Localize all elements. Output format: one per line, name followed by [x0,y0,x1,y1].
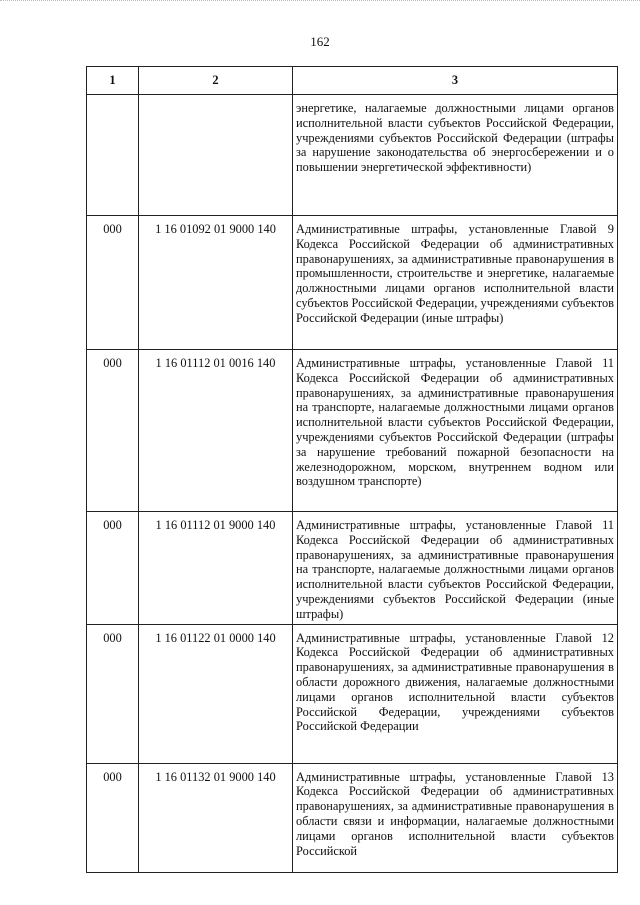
description-cell: Административные штрафы, установленные Главой 11 Кодекса Российской Федерации об административных правонарушениях, за административные правонарушения на транспорте, налагаемые должностными лицами органов исполнительной власти субъектов Российской Федерации, учреждениями субъектов Российской Федерации (штрафы за нарушение требований пожарной безопасности на железнодорожном, морском, внутреннем водном или воздушном транспорте) [293,350,618,512]
kbk-code-cell: 1 16 01112 01 9000 140 [139,512,293,625]
kbk-code-cell: 1 16 01092 01 9000 140 [139,216,293,350]
table-row [87,350,618,512]
description-cell: Административные штрафы, установленные Главой 9 Кодекса Российской Федерации об административных правонарушениях, за административные правонарушения в промышленности, строительстве и энергетике, налагаемые должностными лицами органов исполнительной власти субъектов Российской Федерации, учреждениями субъектов Российской Федерации (иные штрафы) [293,216,618,350]
page-number: 162 [310,34,330,49]
table-row [87,95,618,216]
table-row [87,216,618,350]
admin-code-cell: 000 [87,763,139,872]
description-cell: энергетике, налагаемые должностными лицами органов исполнительной власти субъектов Российской Федерации, учреждениями субъектов Российской Федерации (штрафы за нарушение законодательства об энергосбережении и о повышении энергетической эффективности) [293,95,618,216]
kbk-code-cell: 1 16 01112 01 0016 140 [139,350,293,512]
admin-code-cell [87,95,139,216]
table-row [87,763,618,872]
column-header-2: 2 [139,67,293,95]
column-header-3: 3 [293,67,618,95]
column-header-1: 1 [87,67,139,95]
scan-top-edge [0,0,640,3]
revenue-codes-table [86,66,618,873]
kbk-code-cell [139,95,293,216]
description-cell: Административные штрафы, установленные Главой 12 Кодекса Российской Федерации об административных правонарушениях, за административные правонарушения в области дорожного движения, налагаемые должностными лицами органов исполнительной власти субъектов Российской Федерации, учреждениями субъектов Российской Федерации [293,624,618,763]
kbk-code-cell: 1 16 01132 01 9000 140 [139,763,293,872]
description-cell: Административные штрафы, установленные Главой 11 Кодекса Российской Федерации об административных правонарушениях, за административные правонарушения на транспорте, налагаемые должностными лицами органов исполнительной власти субъектов Российской Федерации, учреждениями субъектов Российской Федерации (иные штрафы) [293,512,618,625]
admin-code-cell: 000 [87,624,139,763]
admin-code-cell: 000 [87,350,139,512]
kbk-code-cell: 1 16 01122 01 0000 140 [139,624,293,763]
table-header-row [87,67,618,95]
admin-code-cell: 000 [87,216,139,350]
table-row [87,512,618,625]
admin-code-cell: 000 [87,512,139,625]
description-cell: Административные штрафы, установленные Главой 13 Кодекса Российской Федерации об административных правонарушениях, за административные правонарушения в области связи и информации, налагаемые должностными лицами органов исполнительной власти субъектов Российской [293,763,618,872]
table-row [87,624,618,763]
